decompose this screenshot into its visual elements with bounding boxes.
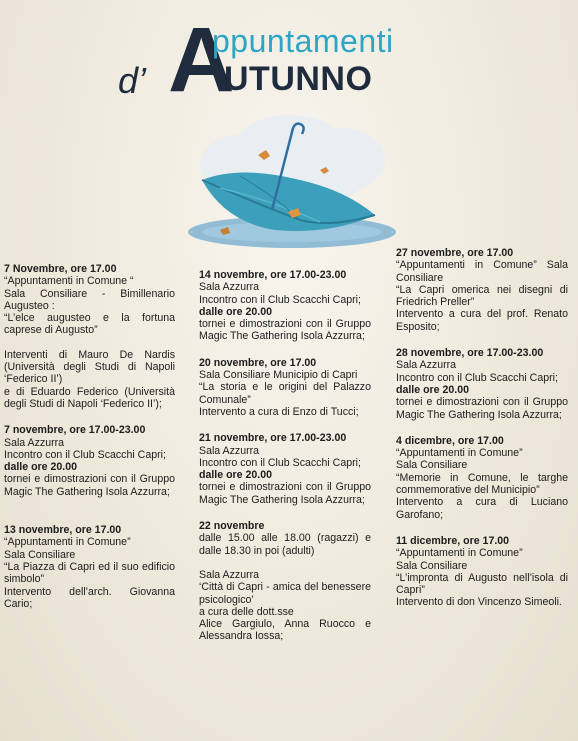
event-item bbox=[4, 424, 175, 498]
event-date: 20 novembre, ore 17.00 bbox=[199, 356, 317, 369]
event-line: Intervento a cura di Enzo di Tucci; bbox=[199, 405, 359, 418]
title-line-1: ppuntamenti bbox=[212, 23, 394, 59]
event-line: “Appuntamenti in Comune” Sala Consiliare bbox=[396, 259, 568, 284]
event-item bbox=[4, 524, 175, 610]
event-date: 28 novembre, ore 17.00-23.00 bbox=[396, 347, 544, 360]
event-line: “Appuntamenti in Comune “ bbox=[4, 275, 134, 288]
title-prefix: d’ bbox=[118, 60, 147, 101]
event-line: Sala Consiliare bbox=[396, 459, 468, 472]
event-line: Interventi di Mauro De Nardis (Università degli Studi di Napoli ‘Federico II’) bbox=[4, 348, 175, 386]
event-line: “L’elce augusteo e la fortuna caprese di Augusto” bbox=[4, 312, 175, 337]
event-date: 4 dicembre, ore 17.00 bbox=[396, 434, 504, 447]
event-item bbox=[396, 535, 568, 609]
event-line: Intervento dell’arch. Giovanna Cario; bbox=[4, 585, 175, 610]
event-line: “Memorie in Comune, le targhe commemorative del Municipio” bbox=[396, 471, 568, 497]
event-line: a cura delle dott.sse bbox=[199, 605, 294, 618]
event-line: dalle ore 20.00 bbox=[4, 461, 78, 474]
event-line: “La Piazza di Capri ed il suo edificio simbolo” bbox=[4, 560, 175, 586]
event-item bbox=[396, 347, 568, 421]
event-line: “L’impronta di Augusto nell’isola di Capri” bbox=[396, 571, 568, 597]
event-line: Sala Consiliare bbox=[4, 548, 76, 561]
event-line: Incontro con il Club Scacchi Capri; bbox=[396, 371, 558, 384]
event-line: Sala Consiliare bbox=[396, 559, 468, 572]
event-line: ‘Città di Capri - amica del benessere psicologico’ bbox=[199, 581, 371, 606]
event-date: 7 novembre, ore 17.00-23.00 bbox=[4, 424, 146, 437]
event-line: Sala Azzurra bbox=[4, 436, 65, 449]
event-line: Sala Consiliare Municipio di Capri bbox=[199, 369, 358, 382]
event-line: dalle ore 20.00 bbox=[199, 305, 273, 318]
event-line: Intervento a cura di Luciano Garofano; bbox=[396, 496, 568, 521]
event-line: Sala Consiliare - Bimillenario Augusteo : bbox=[4, 287, 175, 312]
event-item bbox=[4, 263, 175, 410]
poster-title bbox=[118, 9, 438, 111]
event-line: Sala Azzurra bbox=[199, 281, 260, 294]
event-date: 22 novembre bbox=[199, 520, 265, 533]
event-date: 11 dicembre, ore 17.00 bbox=[396, 534, 510, 547]
event-line: Intervento a cura del prof. Renato Esposito; bbox=[396, 308, 568, 333]
event-line: Incontro con il Club Scacchi Capri; bbox=[4, 448, 166, 461]
event-date: 21 novembre, ore 17.00-23.00 bbox=[199, 432, 347, 445]
event-line: e di Eduardo Federico (Università degli Studi di Napoli ‘Federico II’); bbox=[4, 385, 175, 410]
event-date: 14 novembre, ore 17.00-23.00 bbox=[199, 269, 347, 281]
event-item bbox=[199, 357, 371, 418]
event-line: Intervento di don Vincenzo Simeoli. bbox=[396, 596, 562, 609]
event-line: Sala Azzurra bbox=[396, 359, 457, 372]
umbrella-illustration bbox=[180, 110, 400, 255]
event-date: 13 novembre, ore 17.00 bbox=[4, 524, 122, 537]
event-line: dalle ore 20.00 bbox=[396, 383, 470, 396]
event-line: tornei e dimostrazioni con il Gruppo Magic The Gathering Isola Azzurra; bbox=[199, 481, 371, 506]
event-line: dalle ore 20.00 bbox=[199, 469, 273, 482]
event-line: “Appuntamenti in Comune” bbox=[4, 536, 131, 549]
event-date: 7 Novembre, ore 17.00 bbox=[4, 263, 117, 275]
event-line: “La storia e le origini del Palazzo Comunale” bbox=[199, 381, 371, 406]
title-line-2: UTUNNO bbox=[224, 60, 373, 98]
title-big-letter: A bbox=[168, 9, 233, 111]
event-line: “Appuntamenti in Comune” bbox=[396, 547, 523, 560]
event-item bbox=[199, 269, 371, 343]
event-date: 27 novembre, ore 17.00 bbox=[396, 247, 514, 259]
event-item bbox=[396, 247, 568, 333]
event-line: Incontro con il Club Scacchi Capri; bbox=[199, 456, 361, 469]
events-column-1 bbox=[4, 263, 175, 624]
event-line: tornei e dimostrazioni con il Gruppo Magic The Gathering Isola Azzurra; bbox=[4, 473, 175, 498]
event-line: “La Capri omerica nei disegni di Friedrich Preller” bbox=[396, 283, 568, 309]
events-column-2 bbox=[199, 269, 371, 657]
event-line: tornei e dimostrazioni con il Gruppo Magic The Gathering Isola Azzurra; bbox=[396, 396, 568, 421]
events-column-3 bbox=[396, 247, 568, 623]
event-item bbox=[199, 520, 371, 643]
event-line: Incontro con il Club Scacchi Capri; bbox=[199, 293, 361, 306]
event-line: dalle 15.00 alle 18.00 (ragazzi) e dalle 18.30 in poi (adulti) bbox=[199, 532, 371, 557]
event-line: “Appuntamenti in Comune” bbox=[396, 447, 523, 460]
event-line: Sala Azzurra bbox=[199, 568, 260, 581]
event-line: Alice Gargiulo, Anna Ruocco e Alessandra Iossa; bbox=[199, 618, 371, 643]
event-line: tornei e dimostrazioni con il Gruppo Magic The Gathering Isola Azzurra; bbox=[199, 318, 371, 343]
event-item bbox=[199, 432, 371, 506]
event-line: Sala Azzurra bbox=[199, 444, 260, 457]
event-item bbox=[396, 435, 568, 521]
